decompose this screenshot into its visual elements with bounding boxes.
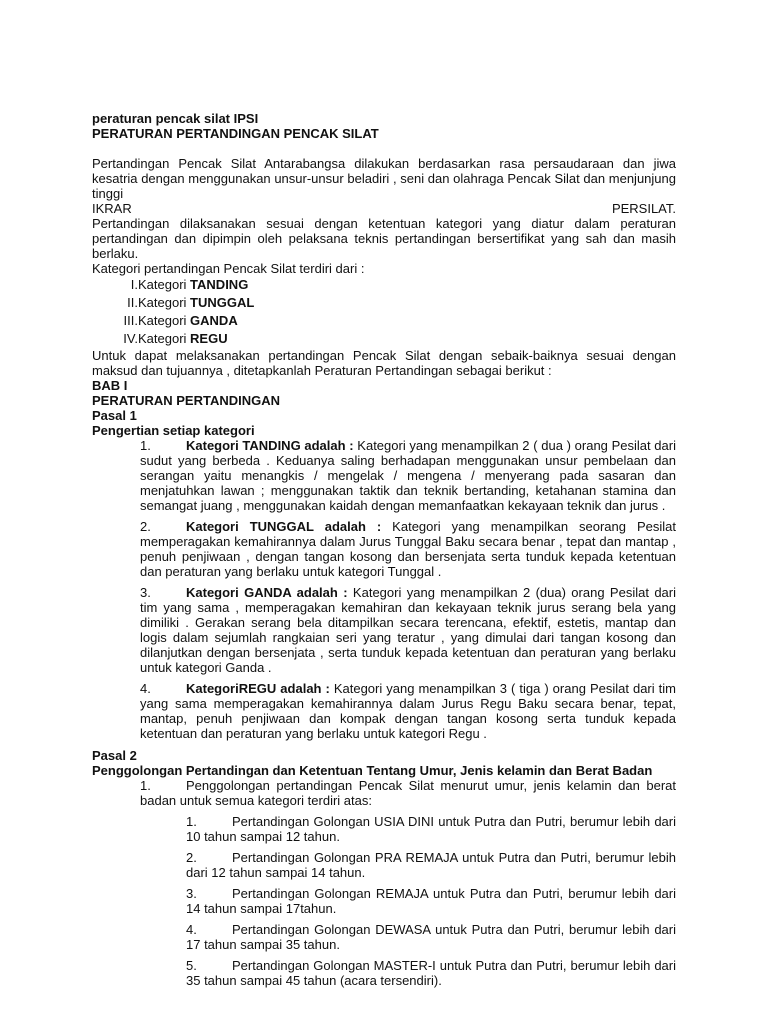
item-number: 4. [140,681,151,696]
kategori-item [92,312,676,330]
intro-paragraph-3: Untuk dapat melaksanakan pertandingan Pencak Silat dengan sebaik-baiknya sesuai dengan maksud dan tujuannya , ditetapkanlah Peraturan Pertandingan sebagai berikut : [92,348,676,378]
doc-subtitle: peraturan pencak silat IPSI [92,111,259,126]
item-number: 2. [186,850,197,865]
item-number: 3. [140,585,151,600]
pasal-2-heading: Pasal 2 [92,748,137,763]
item-heading: KategoriREGU adalah : [186,681,330,696]
doc-title: PERATURAN PERTANDINGAN PENCAK SILAT [92,126,379,141]
item-text: Kategori yang menampilkan 2 ( dua ) orang Pesilat dari sudut yang berbeda . Keduanya saling berhadapan menggunakan unsur pembelaan dan serangan yaitu menangkis / mengelak / mengena / menyerang pada sasaran dan menjatuhkan lawan ; menggunakan taktik dan teknik bertanding, ketahanan stamina dan semangat juang , menggunakan kaidah dengan memanfaatkan kekayaan teknik dan jurus . [140,438,676,513]
golongan-item [186,958,676,988]
pasal-1-item [140,438,676,513]
intro-paragraph-1: Pertandingan Pencak Silat Antarabangsa dilakukan berdasarkan rasa persaudaraan dan jiwa kesatria dengan menggunakan unsur-unsur beladiri , seni dan olahraga Pencak Silat dan menjunjung tinggi [92,156,676,201]
item-text: Pertandingan Golongan REMAJA untuk Putra dan Putri, berumur lebih dari 14 tahun sampai 17tahun. [186,886,676,916]
ikrar-left: IKRAR [92,201,132,216]
kategori-label: Kategori [138,295,191,310]
kategori-name: REGU [190,331,228,346]
item-text: Kategori yang menampilkan seorang Pesilat memperagakan kemahirannya dalam Jurus Tunggal Baku secara benar , tepat dan mantap , penuh penjiwaan , dengan tangan kosong dan bersenjata serta tunduk kepada ketentuan dan peraturan yang berlaku untuk kategori Tunggal . [140,519,676,579]
kategori-label: Kategori [138,313,191,328]
ikrar-right: PERSILAT. [611,201,676,216]
ikrar-line [92,201,676,216]
document-body [92,111,676,988]
item-text: Pertandingan Golongan DEWASA untuk Putra dan Putri, berumur lebih dari 17 tahun sampai 35 tahun. [186,922,676,952]
kategori-num: II. [127,295,138,310]
pasal-2-title: Penggolongan Pertandingan dan Ketentuan Tentang Umur, Jenis kelamin dan Berat Badan [92,763,653,778]
bab-title: PERATURAN PERTANDINGAN [92,393,281,408]
kategori-name: TUNGGAL [190,295,255,310]
item-text: Pertandingan Golongan MASTER-I untuk Putra dan Putri, berumur lebih dari 35 tahun sampai 45 tahun (acara tersendiri). [186,958,676,988]
item-text: Kategori yang menampilkan 2 (dua) orang Pesilat dari tim yang sama , memperagakan kemahiran dan kekayaan teknik jurus serang bela yang dimiliki . Gerakan serang bela ditampilkan secara terencana, efektif, estetis, mantap dan logis dalam sejumlah rangkaian seri yang teratur , yang dimulai dari tangan kosong dan dilanjutkan dengan bersenjata , serta tunduk kepada ketentuan dan peraturan yang berlaku untuk kategori Ganda . [140,585,677,675]
item-heading: Kategori GANDA adalah : [186,585,348,600]
kategori-list [92,276,676,348]
intro-paragraph-2: Pertandingan dilaksanakan sesuai dengan ketentuan kategori yang diatur dalam peraturan pertandingan dan dipimpin oleh pelaksana teknis pertandingan bersertifikat yang sah dan masih berlaku. [92,216,676,261]
kategori-name: TANDING [190,277,249,292]
bab-heading: BAB I [92,378,128,393]
golongan-item [186,886,676,916]
kategori-label: Kategori [138,277,191,292]
golongan-item [186,922,676,952]
item-heading: Kategori TUNGGAL adalah : [186,519,382,534]
item-number: 1. [186,814,197,829]
golongan-item [186,850,676,880]
pasal-1-item [140,519,676,579]
item-text: Pertandingan Golongan USIA DINI untuk Putra dan Putri, berumur lebih dari 10 tahun sampai 12 tahun. [186,814,676,844]
kategori-label: Kategori [138,331,191,346]
kategori-item [92,330,676,348]
golongan-item [186,814,676,844]
item-number: 1. [140,438,151,453]
pasal-1-title: Pengertian setiap kategori [92,423,255,438]
pasal-2-item [140,778,676,808]
kategori-item [92,294,676,312]
item-number: 3. [186,886,197,901]
pasal-1-item [140,681,676,741]
item-number: 4. [186,922,197,937]
kategori-num: IV. [123,331,138,346]
item-text: Pertandingan Golongan PRA REMAJA untuk Putra dan Putri, berumur lebih dari 12 tahun sampai 14 tahun. [186,850,676,880]
item-number: 5. [186,958,197,973]
kategori-name: GANDA [190,313,238,328]
kategori-num: III. [123,313,138,328]
item-text: Penggolongan pertandingan Pencak Silat menurut umur, jenis kelamin dan berat badan untuk semua kategori terdiri atas: [140,778,676,808]
kategori-num: I. [130,277,138,292]
item-text: Kategori yang menampilkan 3 ( tiga ) orang Pesilat dari tim yang sama memperagakan kemahirannya dalam Jurus Regu Baku secara benar, tepat, mantap, penuh penjiwaan dan kompak dengan tangan kosong serta tunduk kepada ketentuan dan peraturan yang berlaku untuk kategori Regu . [140,681,676,741]
pasal-1-heading: Pasal 1 [92,408,137,423]
pasal-1-item [140,585,676,675]
kategori-item [92,276,676,294]
item-number: 2. [140,519,151,534]
item-heading: Kategori TANDING adalah : [186,438,354,453]
kategori-intro: Kategori pertandingan Pencak Silat terdiri dari : [92,261,365,276]
item-number: 1. [140,778,151,793]
